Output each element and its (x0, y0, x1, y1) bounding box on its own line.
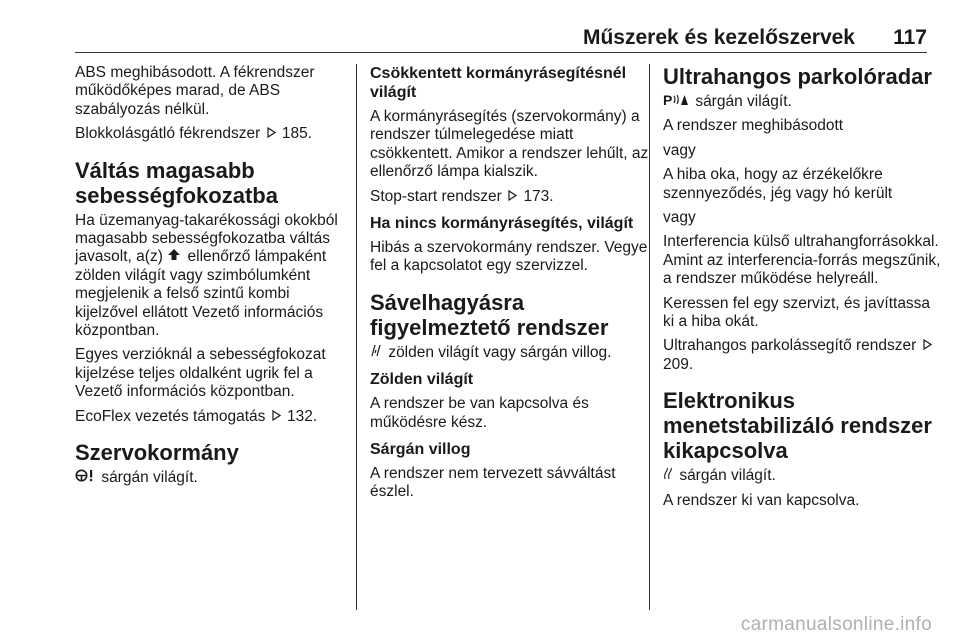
heading-lane-departure: Sávelhagyásra figyelmeztető rendszer (370, 289, 609, 340)
ecoflex-ref: EcoFlex vezetés támogatás 132. (75, 407, 318, 425)
heading-reduced-steering: Csökkentett kormányrásegítésnél világít (370, 65, 627, 101)
park-text-5: vagy (663, 209, 696, 227)
arrow-right-outline-icon (508, 188, 517, 206)
column-2 (356, 64, 650, 610)
page-ref-link[interactable]: 173. (523, 187, 554, 205)
heading-yellow: Sárgán villog (370, 441, 471, 459)
esc-text-2: A rendszer ki van kapcsolva. (663, 491, 860, 509)
upshift-text: Ha üzemanyag-takarékossági okokból magasabb sebességfokozatba váltás javasolt, a(z) ellenőrző lámpaként zölden világít vagy szimbólumként megjelenik a felső szintű kombi kijelzővel ellátott Vezető információs központban. (75, 211, 338, 340)
arrow-right-outline-icon (272, 408, 281, 426)
chapter-title: Műszerek és kezelőszervek (582, 26, 855, 49)
lane-departure-icon (370, 344, 382, 362)
arrow-right-outline-icon (267, 125, 276, 143)
green-text: A rendszer be van kapcsolva és működésre kész. (370, 395, 589, 431)
page-ref-link[interactable]: 209. (663, 355, 694, 373)
park-text-4: A hiba oka, hogy az érzékelőkre szennyeződés, jég vagy hó került (663, 166, 893, 202)
page-header (75, 22, 927, 53)
park-pilot-icon (663, 93, 689, 111)
page-number: 117 (893, 26, 927, 49)
heading-no-steering: Ha nincs kormányrásegítés, világít (370, 215, 634, 233)
park-text-3: vagy (663, 141, 696, 159)
page-ref-link[interactable]: 185. (281, 125, 313, 143)
heading-park-radar: Ultrahangos parkolóradar (663, 64, 932, 89)
column-3 (649, 64, 943, 610)
abs-ref: Blokkolásgátló fékrendszer 185. (75, 125, 313, 143)
park-assist-ref: Ultrahangos parkolássegítő rendszer 209. (663, 337, 943, 374)
steering-warning-icon (75, 469, 95, 487)
heading-upshift: Váltás magasabb sebességfokozatba (75, 157, 278, 208)
reduced-steering-text: A kormányrásegítés (szervokormány) a rendszer túlmelegedése miatt csökkentett. Amikor a rendszer lehűlt, az ellenőrző lámpa kialszik. (370, 108, 649, 181)
park-text-6: Interferencia külső ultrahangforrásokkal. Amint az interferencia-forrás megszűnik, a rendszer működése helyreáll. (663, 233, 941, 288)
column-1 (75, 64, 343, 610)
power-steering-text: sárgán világít. (75, 469, 343, 487)
park-text-1: P sárgán világít. (663, 93, 792, 110)
park-text-7: Keressen fel egy szervizt, és javíttassa ki a hiba okát. (663, 294, 931, 331)
esc-off-icon (663, 467, 673, 485)
no-steering-text: Hibás a szervokormány rendszer. Vegye fel a kapcsolatot egy szervizzel. (370, 239, 648, 275)
arrow-right-outline-icon (923, 337, 932, 355)
heading-green: Zölden világít (370, 371, 474, 389)
upshift-text-2: Egyes verzióknál a sebességfokozat kijelzése teljes oldalként ugrik fel a Vezető információs központban. (75, 346, 326, 401)
heading-power-steering: Szervokormány (75, 440, 239, 466)
park-text-2: A rendszer meghibásodott (663, 117, 844, 135)
heading-esc-off: Elektronikus menetstabilizáló rendszer kikapcsolva (663, 388, 932, 464)
esc-text-1: sárgán világít. (663, 467, 943, 485)
lane-text: zölden világít vagy sárgán villog. (370, 344, 650, 362)
upshift-icon (167, 248, 181, 266)
yellow-text: A rendszer nem tervezett sávváltást észlel. (370, 465, 616, 501)
svg-text:P: P (663, 93, 673, 106)
watermark: carmanualsonline.info (740, 614, 932, 635)
stop-start-ref: Stop-start rendszer 173. (370, 187, 554, 205)
abs-text: ABS meghibásodott. A fékrendszer működőképes marad, de ABS szabályozás nélkül. (75, 64, 315, 118)
page-ref-link[interactable]: 132. (287, 407, 318, 425)
